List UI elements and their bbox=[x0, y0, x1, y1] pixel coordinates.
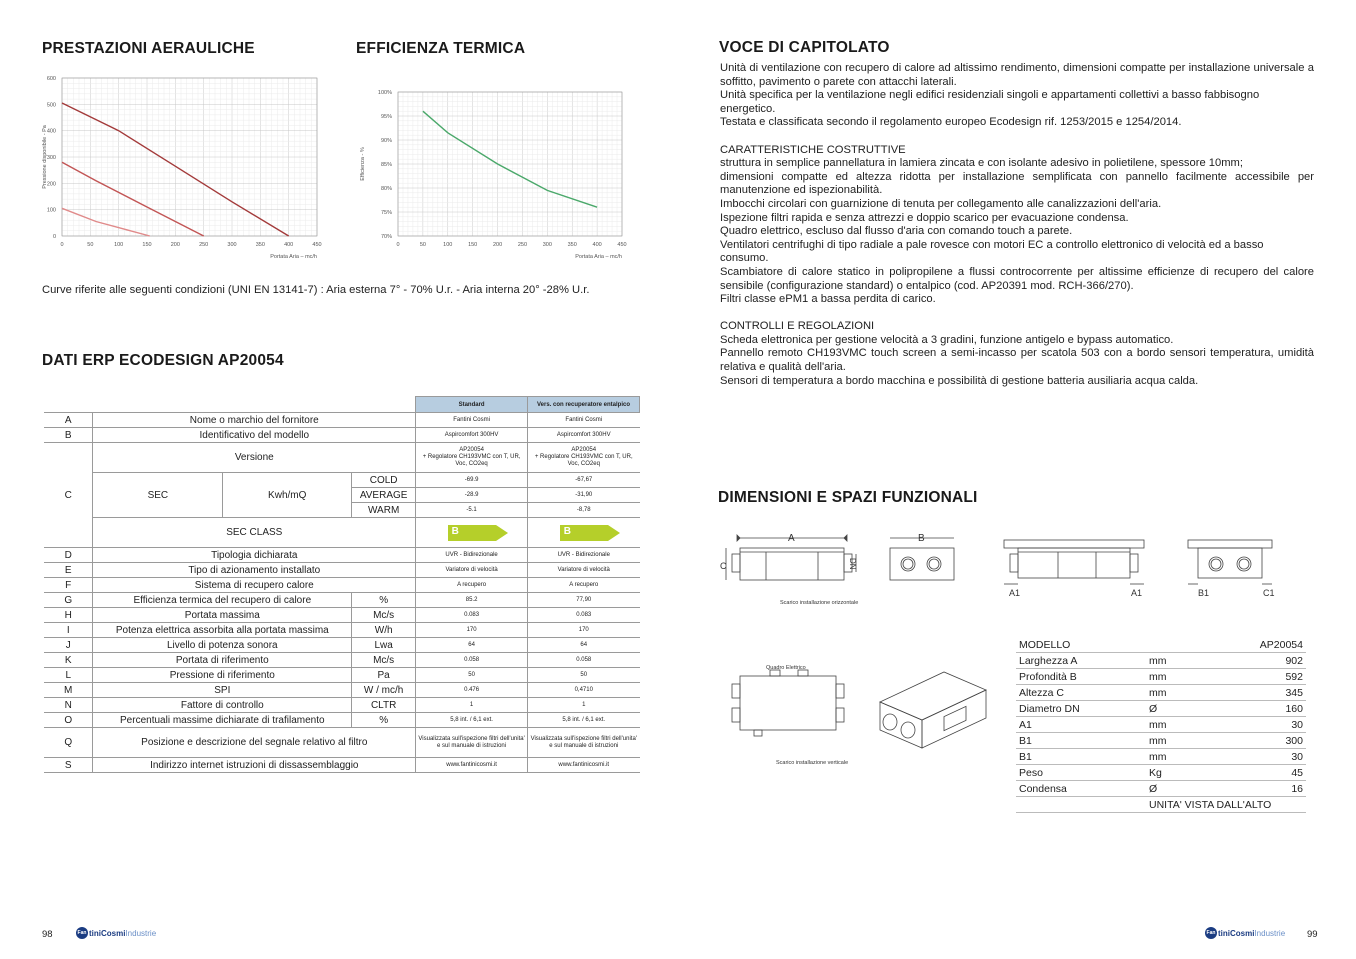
value-enthalpic: Variatore di velocità bbox=[528, 563, 640, 578]
value-enthalpic: AP20054 + Regolatore CH193VMC con T, UR, Voc, CO2eq bbox=[528, 443, 640, 473]
energy-class-badge: B bbox=[560, 525, 608, 540]
y-tick-label: 75% bbox=[380, 210, 392, 216]
y-tick-label: 95% bbox=[380, 114, 392, 120]
controls-item: Sensori di temperatura a bordo macchina e possibilità di gestione batteria ausiliaria acqua calda. bbox=[720, 374, 1199, 387]
value-standard: 1 bbox=[416, 698, 528, 713]
row-label: Versione bbox=[93, 443, 416, 473]
sec-class-enthalpic bbox=[528, 518, 640, 548]
thermal-efficiency-chart bbox=[356, 66, 636, 262]
row-label: Identificativo del modello bbox=[93, 428, 416, 443]
row-letter: Q bbox=[44, 728, 93, 758]
x-tick-label: 150 bbox=[468, 242, 478, 248]
construction-item: Quadro elettrico, escluso dal flusso d'aria con comando touch a parete. bbox=[720, 225, 1073, 238]
vertical-install-drawing bbox=[732, 665, 848, 766]
controls-item: Pannello remoto CH193VMC touch screen a semi-incasso per scatola 503 con a bordo sensori temperatura, umidità relativa e qualità dell'aria. bbox=[720, 347, 1314, 374]
value-enthalpic: Visualizzata sull'ispezione filtri dell'unita' e sul manuale di istruzioni bbox=[528, 728, 640, 758]
value-standard: 64 bbox=[416, 638, 528, 653]
row-label: Percentuali massime dichiarate di trafilamento bbox=[93, 713, 352, 728]
table-header-row bbox=[1016, 637, 1306, 653]
row-letter: O bbox=[44, 713, 93, 728]
row-unit: Mc/s bbox=[352, 653, 416, 668]
row-label: Livello di potenza sonora bbox=[93, 638, 352, 653]
row-unit: W / mc/h bbox=[352, 683, 416, 698]
dimensions-title: DIMENSIONI E SPAZI FUNZIONALI bbox=[718, 489, 978, 506]
table-row: Peso Kg 45 bbox=[1016, 765, 1306, 781]
table-row bbox=[44, 758, 640, 773]
front-view-drawing bbox=[890, 533, 954, 580]
erp-header-row bbox=[44, 397, 640, 413]
value-enthalpic: A recupero bbox=[528, 578, 640, 593]
row-label: Portata massima bbox=[93, 608, 352, 623]
y-tick-label: 80% bbox=[380, 186, 392, 192]
spec-title: VOCE DI CAPITOLATO bbox=[719, 39, 890, 56]
table-row bbox=[44, 428, 640, 443]
row-letter: D bbox=[44, 548, 93, 563]
page-number-left: 98 bbox=[42, 929, 53, 940]
svg-text:C1: C1 bbox=[1263, 588, 1275, 598]
value-standard: UVR - Bidirezionale bbox=[416, 548, 528, 563]
value-enthalpic: 77,90 bbox=[528, 593, 640, 608]
table-row: Altezza C mm 345 bbox=[1016, 685, 1306, 701]
row-letter: E bbox=[44, 563, 93, 578]
controls-item: Scheda elettronica per gestione velocità a 3 gradini, funzione antigelo e bypass automatico. bbox=[720, 333, 1174, 346]
table-row bbox=[44, 623, 640, 638]
y-tick-label: 100 bbox=[46, 207, 56, 214]
side-view-drawing bbox=[720, 533, 858, 606]
svg-text:C: C bbox=[720, 561, 727, 571]
row-label: Portata di riferimento bbox=[93, 653, 352, 668]
model-label: MODELLO bbox=[1016, 637, 1146, 653]
y-tick-label: 500 bbox=[46, 102, 56, 109]
row-letter: F bbox=[44, 578, 93, 593]
sec-class-standard bbox=[416, 518, 528, 548]
y-tick-label: 600 bbox=[46, 76, 56, 82]
y-tick-label: 70% bbox=[380, 234, 392, 240]
table-row bbox=[44, 473, 640, 488]
row-label: Posizione e descrizione del segnale relativo al filtro bbox=[93, 728, 416, 758]
table-row: Profondità B mm 592 bbox=[1016, 669, 1306, 685]
erp-title: DATI ERP ECODESIGN AP20054 bbox=[42, 352, 284, 369]
x-tick-label: 450 bbox=[617, 242, 627, 248]
value-enthalpic: 170 bbox=[528, 623, 640, 638]
table-row bbox=[44, 593, 640, 608]
value-standard: -69.9 bbox=[416, 473, 528, 488]
value-enthalpic: 0.083 bbox=[528, 608, 640, 623]
climate-warm: WARM bbox=[352, 503, 416, 518]
clearance-drawing-b1 bbox=[1188, 540, 1275, 598]
controls-title: CONTROLLI E REGOLAZIONI bbox=[720, 320, 875, 333]
table-row bbox=[44, 653, 640, 668]
row-label: Potenza elettrica assorbita alla portata massima bbox=[93, 623, 352, 638]
row-unit: Pa bbox=[352, 668, 416, 683]
value-standard: Aspircomfort 300HV bbox=[416, 428, 528, 443]
table-row bbox=[44, 668, 640, 683]
climate-cold: COLD bbox=[352, 473, 416, 488]
curves-note: Curve riferite alle seguenti condizioni (UNI EN 13141-7) : Aria esterna 7° - 70% U.r. - Aria interna 20° -28% U.r. bbox=[42, 284, 590, 296]
x-tick-label: 50 bbox=[419, 242, 426, 248]
y-tick-label: 200 bbox=[46, 181, 56, 188]
table-footer-row bbox=[1016, 797, 1306, 813]
row-letter: H bbox=[44, 608, 93, 623]
row-letter: K bbox=[44, 653, 93, 668]
x-tick-label: 450 bbox=[312, 242, 322, 248]
construction-item: Ventilatori centrifughi di tipo radiale a pale rovesce con motori EC a controllo elettronico di velocità ed a basso consumo. bbox=[720, 238, 1264, 265]
value-standard: 85.2 bbox=[416, 593, 528, 608]
x-tick-label: 200 bbox=[170, 242, 180, 248]
x-tick-label: 300 bbox=[227, 242, 237, 248]
svg-text:Scarico installazione orizzont: Scarico installazione orizzontale bbox=[780, 600, 859, 606]
y-tick-label: 300 bbox=[46, 155, 56, 161]
value-enthalpic: 50 bbox=[528, 668, 640, 683]
page-number-right: 99 bbox=[1307, 929, 1318, 940]
x-tick-label: 300 bbox=[542, 242, 552, 248]
svg-text:A1: A1 bbox=[1009, 588, 1021, 598]
spec-text bbox=[720, 62, 1314, 388]
row-letter: B bbox=[44, 428, 93, 443]
table-row bbox=[44, 683, 640, 698]
row-label: Indirizzo internet istruzioni di dissassemblaggio bbox=[93, 758, 416, 773]
value-enthalpic: Fantini Cosmi bbox=[528, 413, 640, 428]
sec-unit: Kwh/mQ bbox=[223, 473, 352, 518]
y-tick-label: 85% bbox=[380, 162, 392, 168]
value-enthalpic: Aspircomfort 300HV bbox=[528, 428, 640, 443]
svg-text:Quadro Elettrico: Quadro Elettrico bbox=[766, 665, 806, 671]
row-label: Nome o marchio del fornitore bbox=[93, 413, 416, 428]
x-tick-label: 250 bbox=[199, 242, 209, 248]
value-enthalpic: 1 bbox=[528, 698, 640, 713]
construction-item: struttura in semplice pannellatura in lamiera zincata e con isolante adesivo in polietilene, spessore 10mm; bbox=[720, 157, 1243, 170]
y-tick-label: 90% bbox=[380, 138, 392, 144]
table-row bbox=[44, 698, 640, 713]
x-tick-label: 150 bbox=[142, 242, 152, 248]
table-row: A1 mm 30 bbox=[1016, 717, 1306, 733]
value-standard: -5.1 bbox=[416, 503, 528, 518]
table-row: Diametro DN Ø 160 bbox=[1016, 701, 1306, 717]
svg-text:Scarico installazione vertical: Scarico installazione verticale bbox=[776, 760, 849, 766]
table-row bbox=[44, 728, 640, 758]
x-axis-label: Portata Aria – mc/h bbox=[575, 254, 622, 260]
intro-paragraph: Unità specifica per la ventilazione negli edifici residenziali singoli e appartamenti collettivi a basso fabbisogno energetico. bbox=[720, 89, 1260, 115]
svg-text:A1: A1 bbox=[1131, 588, 1143, 598]
value-enthalpic: 5,8 int. / 6,1 ext. bbox=[528, 713, 640, 728]
value-standard: Fantini Cosmi bbox=[416, 413, 528, 428]
y-tick-label: 400 bbox=[46, 128, 56, 135]
svg-text:DN: DN bbox=[848, 558, 857, 570]
value-standard: 5,8 int. / 6,1 ext. bbox=[416, 713, 528, 728]
value-standard: 0.083 bbox=[416, 608, 528, 623]
table-row bbox=[44, 713, 640, 728]
x-tick-label: 200 bbox=[492, 242, 503, 248]
svg-text:B: B bbox=[918, 533, 925, 544]
construction-item: Imbocchi circolari con guarnizione di tenuta per collegamento alle canalizzazioni dell'aria. bbox=[720, 197, 1162, 210]
y-tick-label: 0 bbox=[52, 234, 56, 240]
value-standard: 0.058 bbox=[416, 653, 528, 668]
x-tick-label: 350 bbox=[567, 242, 577, 248]
row-letter: S bbox=[44, 758, 93, 773]
erp-table bbox=[44, 396, 640, 773]
construction-title: CARATTERISTICHE COSTRUTTIVE bbox=[720, 143, 906, 156]
x-tick-label: 100 bbox=[443, 242, 453, 248]
value-enthalpic: www.fantinicosmi.it bbox=[528, 758, 640, 773]
y-axis-label: Efficienza - % bbox=[360, 147, 366, 181]
table-row: B1 mm 300 bbox=[1016, 733, 1306, 749]
aeraulic-chart bbox=[38, 66, 328, 262]
aeraulic-title: PRESTAZIONI AERAULICHE bbox=[42, 40, 255, 57]
value-standard: Variatore di velocità bbox=[416, 563, 528, 578]
intro-paragraph: Unità di ventilazione con recupero di calore ad altissimo rendimento, dimensioni compatte per installazione universale a soffitto, pavimento o parete con attacchi laterali. bbox=[720, 62, 1314, 88]
row-label: Tipologia dichiarata bbox=[93, 548, 416, 563]
value-enthalpic: UVR - Bidirezionale bbox=[528, 548, 640, 563]
construction-item: dimensioni compatte ed altezza ridotta per installazione semplificata con pannello facilmente accessibile per manutenzione ed ispezionabilità. bbox=[720, 170, 1314, 197]
value-standard: www.fantinicosmi.it bbox=[416, 758, 528, 773]
intro-paragraph: Testata e classificata secondo il regolamento europeo Ecodesign rif. 1253/2015 e 1254/2014. bbox=[720, 116, 1182, 129]
y-axis-label: Pressione disponibile - Pa bbox=[42, 125, 48, 189]
y-tick-label: 100% bbox=[377, 90, 392, 96]
value-standard: 50 bbox=[416, 668, 528, 683]
dimensions-table bbox=[1016, 637, 1306, 813]
row-label: Fattore di controllo bbox=[93, 698, 352, 713]
value-standard: -28.9 bbox=[416, 488, 528, 503]
table-row bbox=[44, 443, 640, 473]
energy-class-badge: B bbox=[448, 525, 496, 540]
row-unit: % bbox=[352, 593, 416, 608]
row-letter: C bbox=[44, 443, 93, 548]
top-view-note: UNITA' VISTA DALL'ALTO bbox=[1016, 797, 1306, 813]
row-label: Sistema di recupero calore bbox=[93, 578, 416, 593]
table-row bbox=[44, 518, 640, 548]
brand-logo: Fan tiniCosmi Industrie bbox=[1206, 928, 1286, 938]
value-standard: 170 bbox=[416, 623, 528, 638]
value-standard: 0.476 bbox=[416, 683, 528, 698]
construction-item: Filtri classe ePM1 a bassa perdita di carico. bbox=[720, 293, 936, 306]
construction-item: Scambiatore di calore statico in polipropilene a flussi controcorrente per altissime efficienze di recupero del calore sensibile (configurazione standard) o entalpico (cod. AP20391 mod. RCH-366/270). bbox=[720, 265, 1314, 292]
table-row bbox=[44, 548, 640, 563]
table-row bbox=[44, 578, 640, 593]
value-enthalpic: -67,67 bbox=[528, 473, 640, 488]
row-unit: Mc/s bbox=[352, 608, 416, 623]
col-standard: Standard bbox=[416, 397, 528, 413]
x-tick-label: 100 bbox=[114, 242, 124, 248]
table-row: B1 mm 30 bbox=[1016, 749, 1306, 765]
x-tick-label: 400 bbox=[284, 242, 294, 248]
row-letter: A bbox=[44, 413, 93, 428]
table-row: Larghezza A mm 902 bbox=[1016, 653, 1306, 669]
row-unit: W/h bbox=[352, 623, 416, 638]
thermal-title: EFFICIENZA TERMICA bbox=[356, 40, 526, 57]
clearance-drawing-a1 bbox=[1004, 540, 1144, 598]
row-unit: Lwa bbox=[352, 638, 416, 653]
value-enthalpic: 0,4710 bbox=[528, 683, 640, 698]
row-letter: N bbox=[44, 698, 93, 713]
value-standard: A recupero bbox=[416, 578, 528, 593]
x-tick-label: 350 bbox=[255, 242, 265, 248]
row-letter: J bbox=[44, 638, 93, 653]
value-enthalpic: 0.058 bbox=[528, 653, 640, 668]
x-axis-label: Portata Aria – mc/h bbox=[270, 254, 317, 260]
row-label: Tipo di azionamento installato bbox=[93, 563, 416, 578]
x-tick-label: 0 bbox=[396, 242, 400, 248]
x-tick-label: 0 bbox=[60, 242, 64, 248]
row-letter: G bbox=[44, 593, 93, 608]
brand-logo: Fan tiniCosmi Industrie bbox=[77, 928, 157, 938]
sec-class-label: SEC CLASS bbox=[93, 518, 416, 548]
construction-item: Ispezione filtri rapida e senza attrezzi e doppio scarico per evacuazione condensa. bbox=[720, 211, 1129, 224]
table-row bbox=[44, 413, 640, 428]
row-label: SPI bbox=[93, 683, 352, 698]
x-tick-label: 250 bbox=[517, 242, 528, 248]
row-label: Efficienza termica del recupero di calore bbox=[93, 593, 352, 608]
value-enthalpic: -8,78 bbox=[528, 503, 640, 518]
row-unit: CLTR bbox=[352, 698, 416, 713]
value-enthalpic: 64 bbox=[528, 638, 640, 653]
sec-label: SEC bbox=[93, 473, 223, 518]
value-standard: Visualizzata sull'ispezione filtri dell'unita' e sul manuale di istruzioni bbox=[416, 728, 528, 758]
table-row bbox=[44, 638, 640, 653]
row-unit: % bbox=[352, 713, 416, 728]
model-value: AP20054 bbox=[1236, 637, 1306, 653]
row-letter: L bbox=[44, 668, 93, 683]
table-row: Condensa Ø 16 bbox=[1016, 781, 1306, 797]
series-line bbox=[62, 208, 150, 236]
row-label: Pressione di riferimento bbox=[93, 668, 352, 683]
isometric-drawing bbox=[880, 672, 986, 748]
table-row bbox=[44, 563, 640, 578]
svg-text:B1: B1 bbox=[1198, 588, 1210, 598]
value-standard: AP20054 + Regolatore CH193VMC con T, UR, Voc, CO2eq bbox=[416, 443, 528, 473]
climate-average: AVERAGE bbox=[352, 488, 416, 503]
table-row bbox=[44, 608, 640, 623]
x-tick-label: 400 bbox=[592, 242, 602, 248]
row-letter: I bbox=[44, 623, 93, 638]
svg-text:A: A bbox=[788, 533, 795, 544]
x-tick-label: 50 bbox=[87, 242, 94, 248]
value-enthalpic: -31,90 bbox=[528, 488, 640, 503]
col-enthalpic: Vers. con recuperatore entalpico bbox=[528, 397, 640, 413]
row-letter: M bbox=[44, 683, 93, 698]
